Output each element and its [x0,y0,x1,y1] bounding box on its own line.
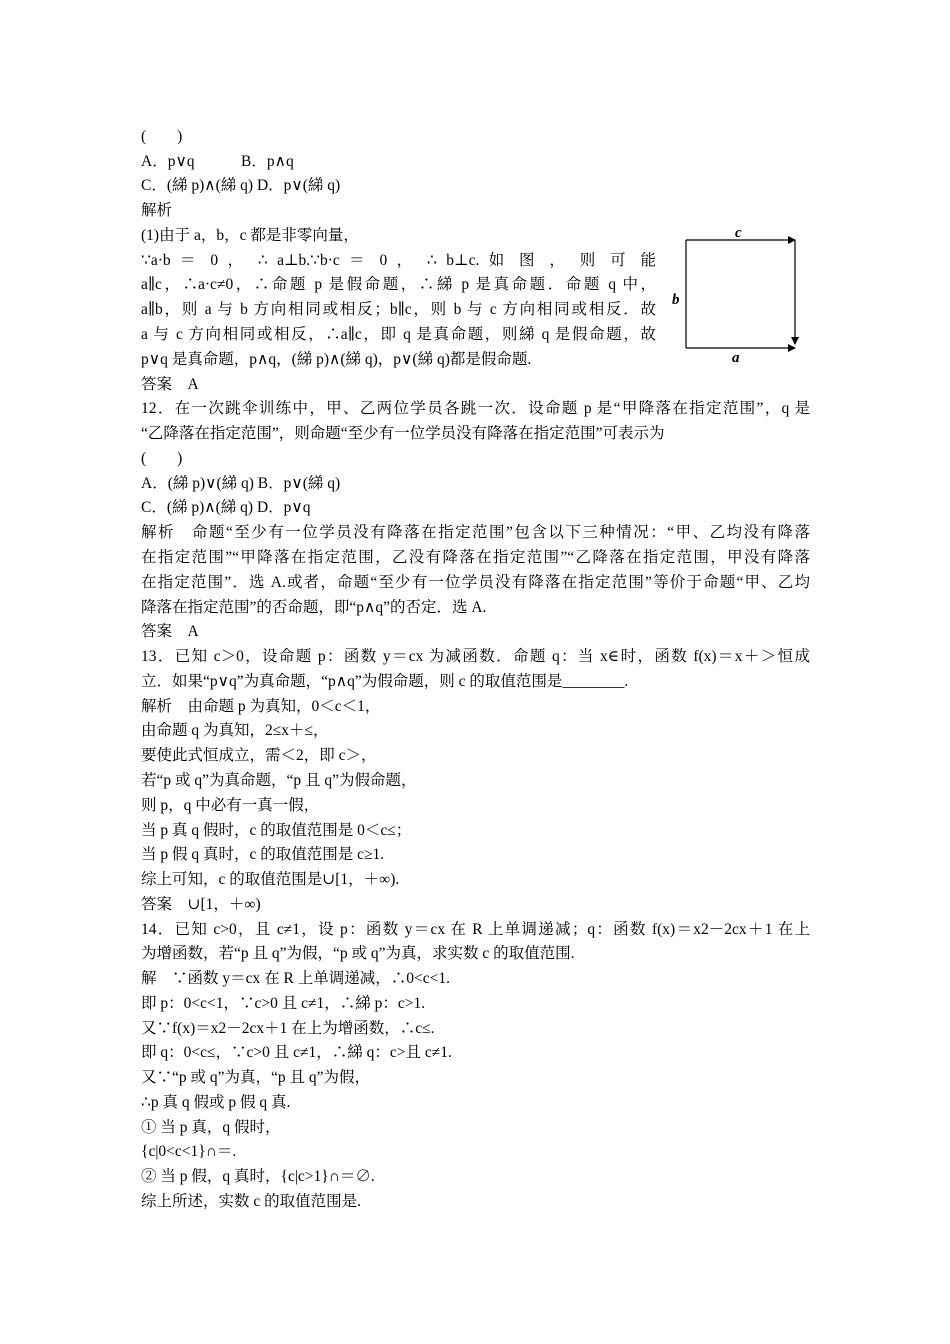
text-line: 立．如果“p∨q”为真命题，“p∧q”为假命题，则 c 的取值范围是________. [141,673,629,690]
text-line: 降落在指定范围”的否命题，即“p∧q”的否定．选 A. [141,599,487,616]
text-line: ② 当 p 假，q 真时，{c|c>1}∩＝∅. [141,1168,375,1185]
text-line: ( ) [141,450,183,467]
text-line: ∴p 真 q 假或 p 假 q 真. [141,1094,291,1111]
text-line: a 与 c 方向相同或相反，∴a∥c，即 q 是真命题，则綈 q 是假命题，故 [141,326,656,343]
text-line: 解析 [141,202,173,219]
text-line: 答案 A [141,376,199,393]
text-line: 答案 A [141,623,199,640]
text-line: {c|0<c<1}∩＝. [141,1143,237,1160]
text-line: (1)由于 a，b，c 都是非零向量， [141,227,359,244]
text-line: 13．已知 c＞0，设命题 p：函数 y＝cx 为减函数．命题 q：当 x∈时，函数 f(x)＝x＋＞恒成 [141,648,810,665]
vector-diagram [672,222,808,364]
label-b: b [672,292,680,308]
text-line: a∥b，则 a 与 b 方向相同或相反；b∥c，则 b 与 c 方向相同或相反．故 [141,301,656,318]
text-line: ∵a·b ＝ 0 ， ∴ a⊥b.∵b·c ＝ 0 ， ∴ b⊥c. 如 图 ， 则 可 能 [141,252,656,269]
text-line: 若“p 或 q”为真命题，“p 且 q”为假命题， [141,772,417,789]
text-line: 综上所述，实数 c 的取值范围是. [141,1193,362,1210]
label-c: c [735,225,742,241]
text-line: 要使此式恒成立，需＜2，即 c＞， [141,747,377,764]
vector-figure [672,222,808,364]
text-line: 14．已知 c>0，且 c≠1，设 p：函数 y＝cx 在 R 上单调递减；q：函数 f(x)＝x2－2cx＋1 在上 [141,921,810,938]
text-line: C．(綈 p)∧(綈 q) D．p∨q [141,499,311,516]
text-line: 由命题 q 为真知，2≤x＋≤， [141,722,329,739]
text-line: 在指定范围”“甲降落在指定范围，乙没有降落在指定范围”“乙降落在指定范围，甲没有降落 [141,549,810,566]
text-line: 当 p 真 q 假时，c 的取值范围是 0＜c≤； [141,822,412,839]
text-line: ( ) [141,128,183,145]
label-a: a [732,350,740,364]
text-line: 答案 ∪[1，＋∞) [141,896,261,913]
text-line: 综上可知，c 的取值范围是∪[1，＋∞). [141,871,400,888]
text-line: 为增函数，若“p 且 q”为假，“p 或 q”为真，求实数 c 的取值范围. [141,945,575,962]
text-line: 即 p：0<c<1，∵c>0 且 c≠1，∴綈 p：c>1. [141,995,426,1012]
text-line: 则 p，q 中必有一真一假， [141,797,320,814]
text-line: 又∵f(x)＝x2－2cx＋1 在上为增函数，∴c≤. [141,1020,435,1037]
text-line: 又∵“p 或 q”为真，“p 且 q”为假， [141,1069,371,1086]
text-line: 解析 由命题 p 为真知，0＜c＜1， [141,698,381,715]
text-line: 12．在一次跳伞训练中，甲、乙两位学员各跳一次．设命题 p 是“甲降落在指定范围”，q 是 [141,400,810,417]
text-line: 解析 命题“至少有一位学员没有降落在指定范围”包含以下三种情况：“甲、乙均没有降落 [141,524,810,541]
text-line: C．(綈 p)∧(綈 q) D．p∨(綈 q) [141,177,341,194]
text-line: 当 p 假 q 真时，c 的取值范围是 c≥1. [141,846,385,863]
text-line: ① 当 p 真，q 假时， [141,1119,281,1136]
text-line: 解 ∵函数 y＝cx 在 R 上单调递减，∴0<c<1. [141,970,450,987]
text-line: 即 q：0<c≤，∵c>0 且 c≠1，∴綈 q：c>且 c≠1. [141,1044,452,1061]
text-line: p∨q 是真命题，p∧q，(綈 p)∧(綈 q)，p∨(綈 q)都是假命题. [141,351,532,368]
text-line: 在指定范围”．选 A.或者，命题“至少有一位学员没有降落在指定范围”等价于命题“甲、乙均 [141,574,810,591]
text-line: A．p∨q B．p∧q [141,153,294,170]
text-line: “乙降落在指定范围”，则命题“至少有一位学员没有降落在指定范围”可表示为 [141,425,665,442]
text-line: A．(綈 p)∨(綈 q) B．p∨(綈 q) [141,475,341,492]
text-line: a∥c，∴a·c≠0，∴命题 p 是假命题，∴綈 p 是真命题．命题 q 中， [141,276,656,293]
